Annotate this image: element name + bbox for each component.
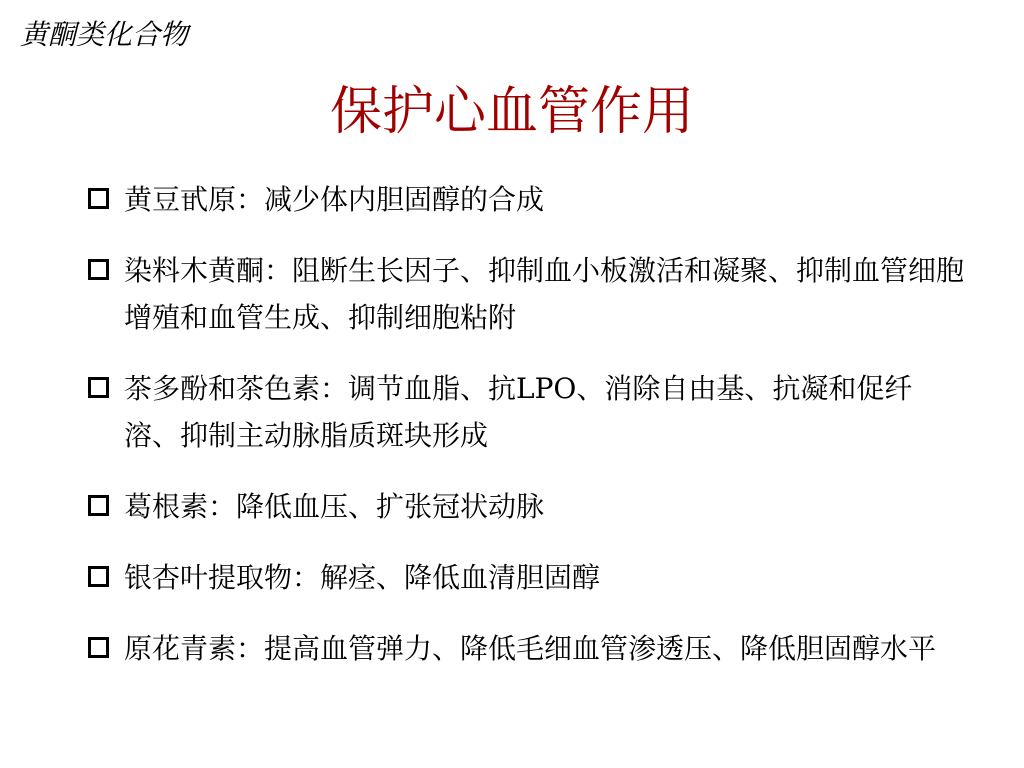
square-bullet-icon [88, 637, 109, 658]
bullet-text: 茶多酚和茶色素：调节血脂、抗LPO、消除自由基、抗凝和促纤溶、抑制主动脉脂质斑块形成 [124, 372, 913, 452]
bullet-item [88, 247, 968, 341]
bullet-item [88, 176, 968, 223]
bullet-item [88, 365, 968, 459]
square-bullet-icon [88, 377, 109, 398]
square-bullet-icon [88, 259, 109, 280]
bullet-item [88, 625, 968, 672]
bullet-text: 黄豆甙原：减少体内胆固醇的合成 [124, 183, 545, 216]
square-bullet-icon [88, 188, 109, 209]
square-bullet-icon [88, 495, 109, 516]
square-bullet-icon [88, 566, 109, 587]
bullet-item [88, 554, 968, 601]
topic-label: 黄酮类化合物 [20, 18, 189, 51]
bullet-text: 染料木黄酮：阻断生长因子、抑制血小板激活和凝聚、抑制血管细胞增殖和血管生成、抑制细胞粘附 [124, 254, 965, 334]
bullet-item [88, 483, 968, 530]
bullet-text: 银杏叶提取物：解痉、降低血清胆固醇 [124, 561, 601, 594]
slide-title: 保护心血管作用 [329, 82, 694, 142]
bullet-text: 原花青素：提高血管弹力、降低毛细血管渗透压、降低胆固醇水平 [124, 632, 937, 665]
bullet-list [88, 176, 968, 672]
bullet-text: 葛根素：降低血压、扩张冠状动脉 [124, 490, 545, 523]
